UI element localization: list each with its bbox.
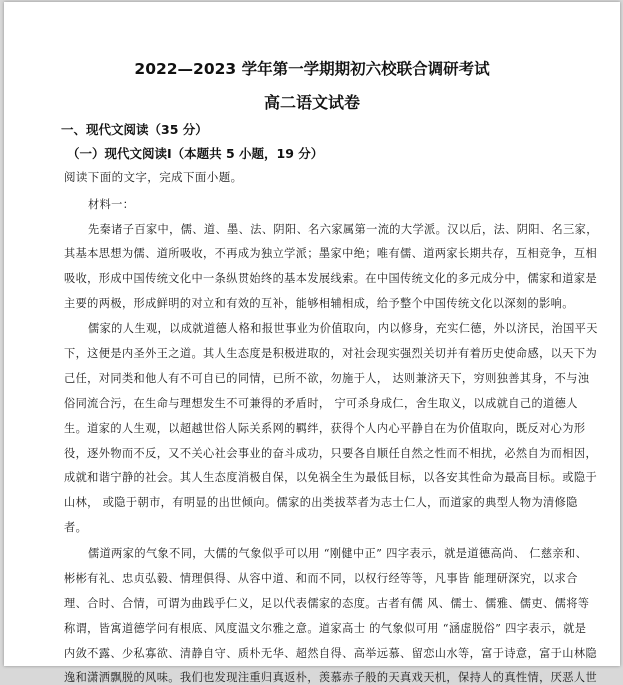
paragraph-line: 彬彬有礼、忠贞弘毅、情理俱得、从容中道、和而不同，以权行经等等，凡事皆 能理研深究，以求合 — [64, 572, 578, 585]
paragraph-line: 下，这便是内圣外王之道。其人生态度是积极进取的，对社会现实强烈关切并有着历史使命感，以天下为 — [64, 347, 598, 360]
material-label: 材料一： — [88, 198, 135, 211]
paragraph-line: 生。道家的人生观，以超越世俗人际关系网的羁绊，获得个人内心平静自在为价值取向，既反对心为形 — [64, 422, 586, 435]
paragraph-line: 己任，对同类和他人有不可自已的同情，已所不欲，勿施于人， 达则兼济天下，穷则独善其身，不与浊 — [64, 372, 590, 385]
section-heading: 一、现代文阅读（35 分） — [61, 122, 208, 137]
exam-subtitle: 高二语文试卷 — [263, 93, 360, 112]
subsection-heading: （一）现代文阅读Ⅰ（本题共 5 小题，19 分） — [67, 146, 324, 161]
paragraph-line: 成就和谐宁静的社会。其人生态度消极自保，以免祸全生为最低目标，以各安其性命为最高目标。或隐于 — [64, 471, 598, 484]
document-page — [4, 2, 620, 684]
paragraph-line: 者。 — [64, 521, 88, 534]
paragraph-line: 理、合时、合情，可谓为曲践乎仁义，足以代表儒家的态度。古者有儒 风、儒士、儒雅、儒吏、儒将等 — [64, 597, 590, 610]
paragraph-line: 先秦诸子百家中，儒、道、墨、法、阴阳、名六家属第一流的大学派。汉以后，法、阴阳、名三家， — [88, 223, 598, 236]
paragraph-line: 儒家的人生观，以成就道德人格和报世事业为价值取向，内以修身，充实仁德，外以济民，治国平天 — [88, 322, 598, 335]
paragraph-line: 吸收，形成中国传统文化中一条纵贯始终的基本发展线索。在中国传统文化的多元成分中，儒家和道家是 — [64, 272, 598, 285]
paragraph-line: 儒道两家的气象不同，大儒的气象似乎可以用 “刚健中正” 四字表示，就是道德高尚、 仁慈亲和、 — [88, 547, 588, 560]
paragraph-line: 逸和潇洒飘脱的风味。我们也发现注重归真返朴，羡慕赤子般的天真戏天机，保持人的真性情，厌恶人世 — [64, 671, 598, 684]
paragraph-line: 称谓，皆寓道德学问有根底、风度温文尔雅之意。道家高士 的气象似可用 “涵虚脱俗” 四字表示，就是 — [64, 622, 587, 635]
paragraph-line: 其基本思想为儒、道所吸收，不再成为独立学派；墨家中绝；唯有儒、道两家长期共存，互相竞争，互相 — [64, 247, 598, 260]
paragraph-line: 俗同流合污，在生命与理想发生不可兼得的矛盾时， 宁可杀身成仁，舍生取义，以成就自己的道德人 — [64, 397, 578, 410]
paragraph-line: 山林， 或隐于朝市，有明显的出世倾向。儒家的出类拔萃者为志士仁人，而道家的典型人物为清修隐 — [64, 496, 578, 509]
paragraph-line: 主要的两极，形成鲜明的对立和有效的互补，能够相辅相成，给予整个中国传统文化以深刻的影响。 — [64, 297, 574, 310]
paragraph-line: 内敛不露、少私寡欲、清静自守、质朴无华、超然自得、高举远慕、留恋山水等，富于诗意，富于山林隐 — [64, 647, 598, 660]
paragraph-line: 役，逐外物而不反，又不关心社会事业的奋斗成功，只要各自顺任自然之性而不相扰，必然自为而相因， — [64, 447, 598, 460]
exam-title: 2022—2023 学年第一学期期初六校联合调研考试 — [134, 60, 490, 78]
instruction-text: 阅读下面的文字，完成下面小题。 — [64, 170, 243, 184]
